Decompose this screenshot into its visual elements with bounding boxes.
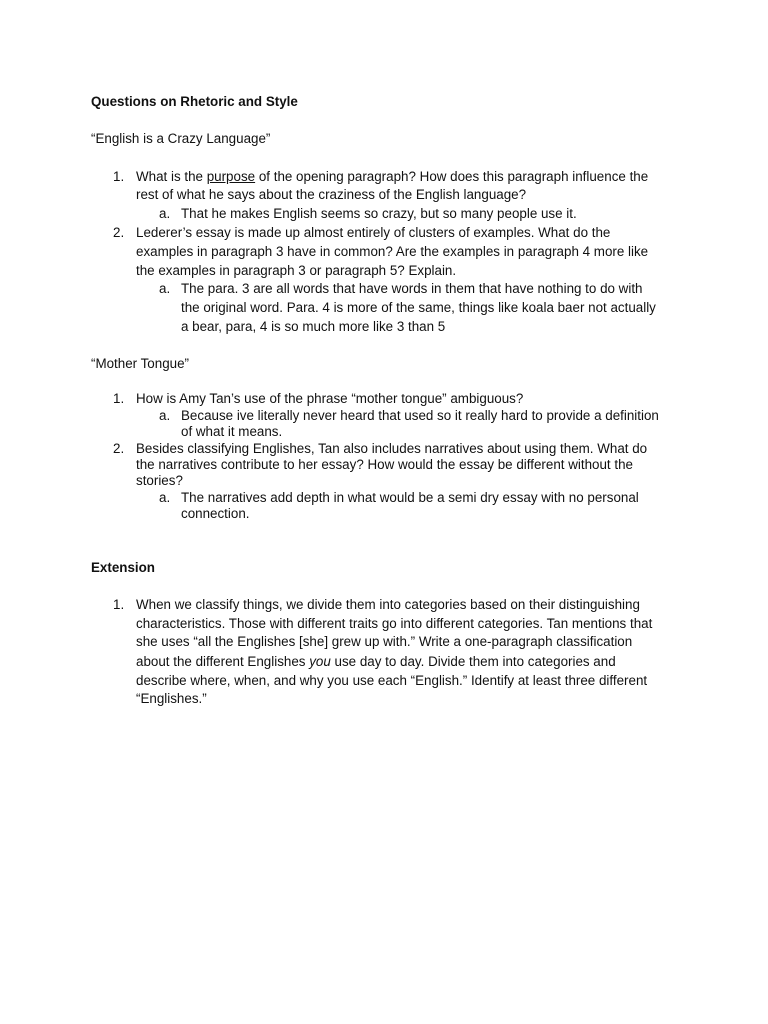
answer-text: Because ive literally never heard that used so it really hard to provide a definition [181, 408, 659, 423]
question-text: she uses “all the Englishes [she] grew up with.” Write a one-paragraph classification [136, 634, 633, 649]
question-number: 1. [113, 597, 125, 612]
section-title-extension: Extension [91, 560, 155, 575]
italic-word: you [309, 654, 331, 669]
answer-letter: a. [159, 206, 171, 221]
question-text: What is the purpose of the opening paragraph? How does this paragraph influence the [136, 169, 649, 184]
question-text: characteristics. Those with different traits go into different categories. Tan mentions that [136, 616, 653, 631]
question-number: 2. [113, 225, 125, 240]
answer-text: The para. 3 are all words that have words in them that have nothing to do with [181, 281, 643, 296]
question-text: stories? [136, 473, 183, 488]
question-text: the examples in paragraph 3 or paragraph 5? Explain. [136, 263, 457, 278]
question-number: 1. [113, 391, 125, 406]
section-title-mother-tongue: “Mother Tongue” [91, 356, 190, 371]
underlined-word: purpose [206, 169, 256, 184]
answer-text: The narratives add depth in what would be a semi dry essay with no personal [181, 490, 639, 505]
question-text: rest of what he says about the craziness of the English language? [136, 187, 527, 202]
answer-letter: a. [159, 281, 171, 296]
answer-letter: a. [159, 490, 171, 505]
answer-letter: a. [159, 408, 171, 423]
document-heading: Questions on Rhetoric and Style [91, 94, 298, 109]
answer-text: connection. [181, 506, 250, 521]
question-text: about the different Englishes you use day to day. Divide them into categories and [136, 654, 616, 669]
question-number: 1. [113, 169, 125, 184]
question-text: Lederer’s essay is made up almost entirely of clusters of examples. What do the [136, 225, 611, 240]
question-text: Besides classifying Englishes, Tan also includes narratives about using them. What do [136, 441, 648, 456]
question-text: examples in paragraph 3 have in common? Are the examples in paragraph 4 more like [136, 244, 649, 259]
section-title-crazy-language: “English is a Crazy Language” [91, 131, 271, 146]
question-text: How is Amy Tan’s use of the phrase “mother tongue” ambiguous? [136, 391, 524, 406]
question-text: When we classify things, we divide them into categories based on their distinguishing [136, 597, 640, 612]
question-text: describe where, when, and why you use each “English.” Identify at least three different [136, 673, 648, 688]
answer-text: of what it means. [181, 424, 283, 439]
answer-text: a bear, para, 4 is so much more like 3 than 5 [181, 319, 446, 334]
question-text: “Englishes.” [136, 691, 207, 706]
question-text: the narratives contribute to her essay? How would the essay be different without the [136, 457, 633, 472]
question-number: 2. [113, 441, 125, 456]
answer-text: the original word. Para. 4 is more of the same, things like koala baer not actually [181, 300, 656, 315]
answer-text: That he makes English seems so crazy, but so many people use it. [181, 206, 577, 221]
